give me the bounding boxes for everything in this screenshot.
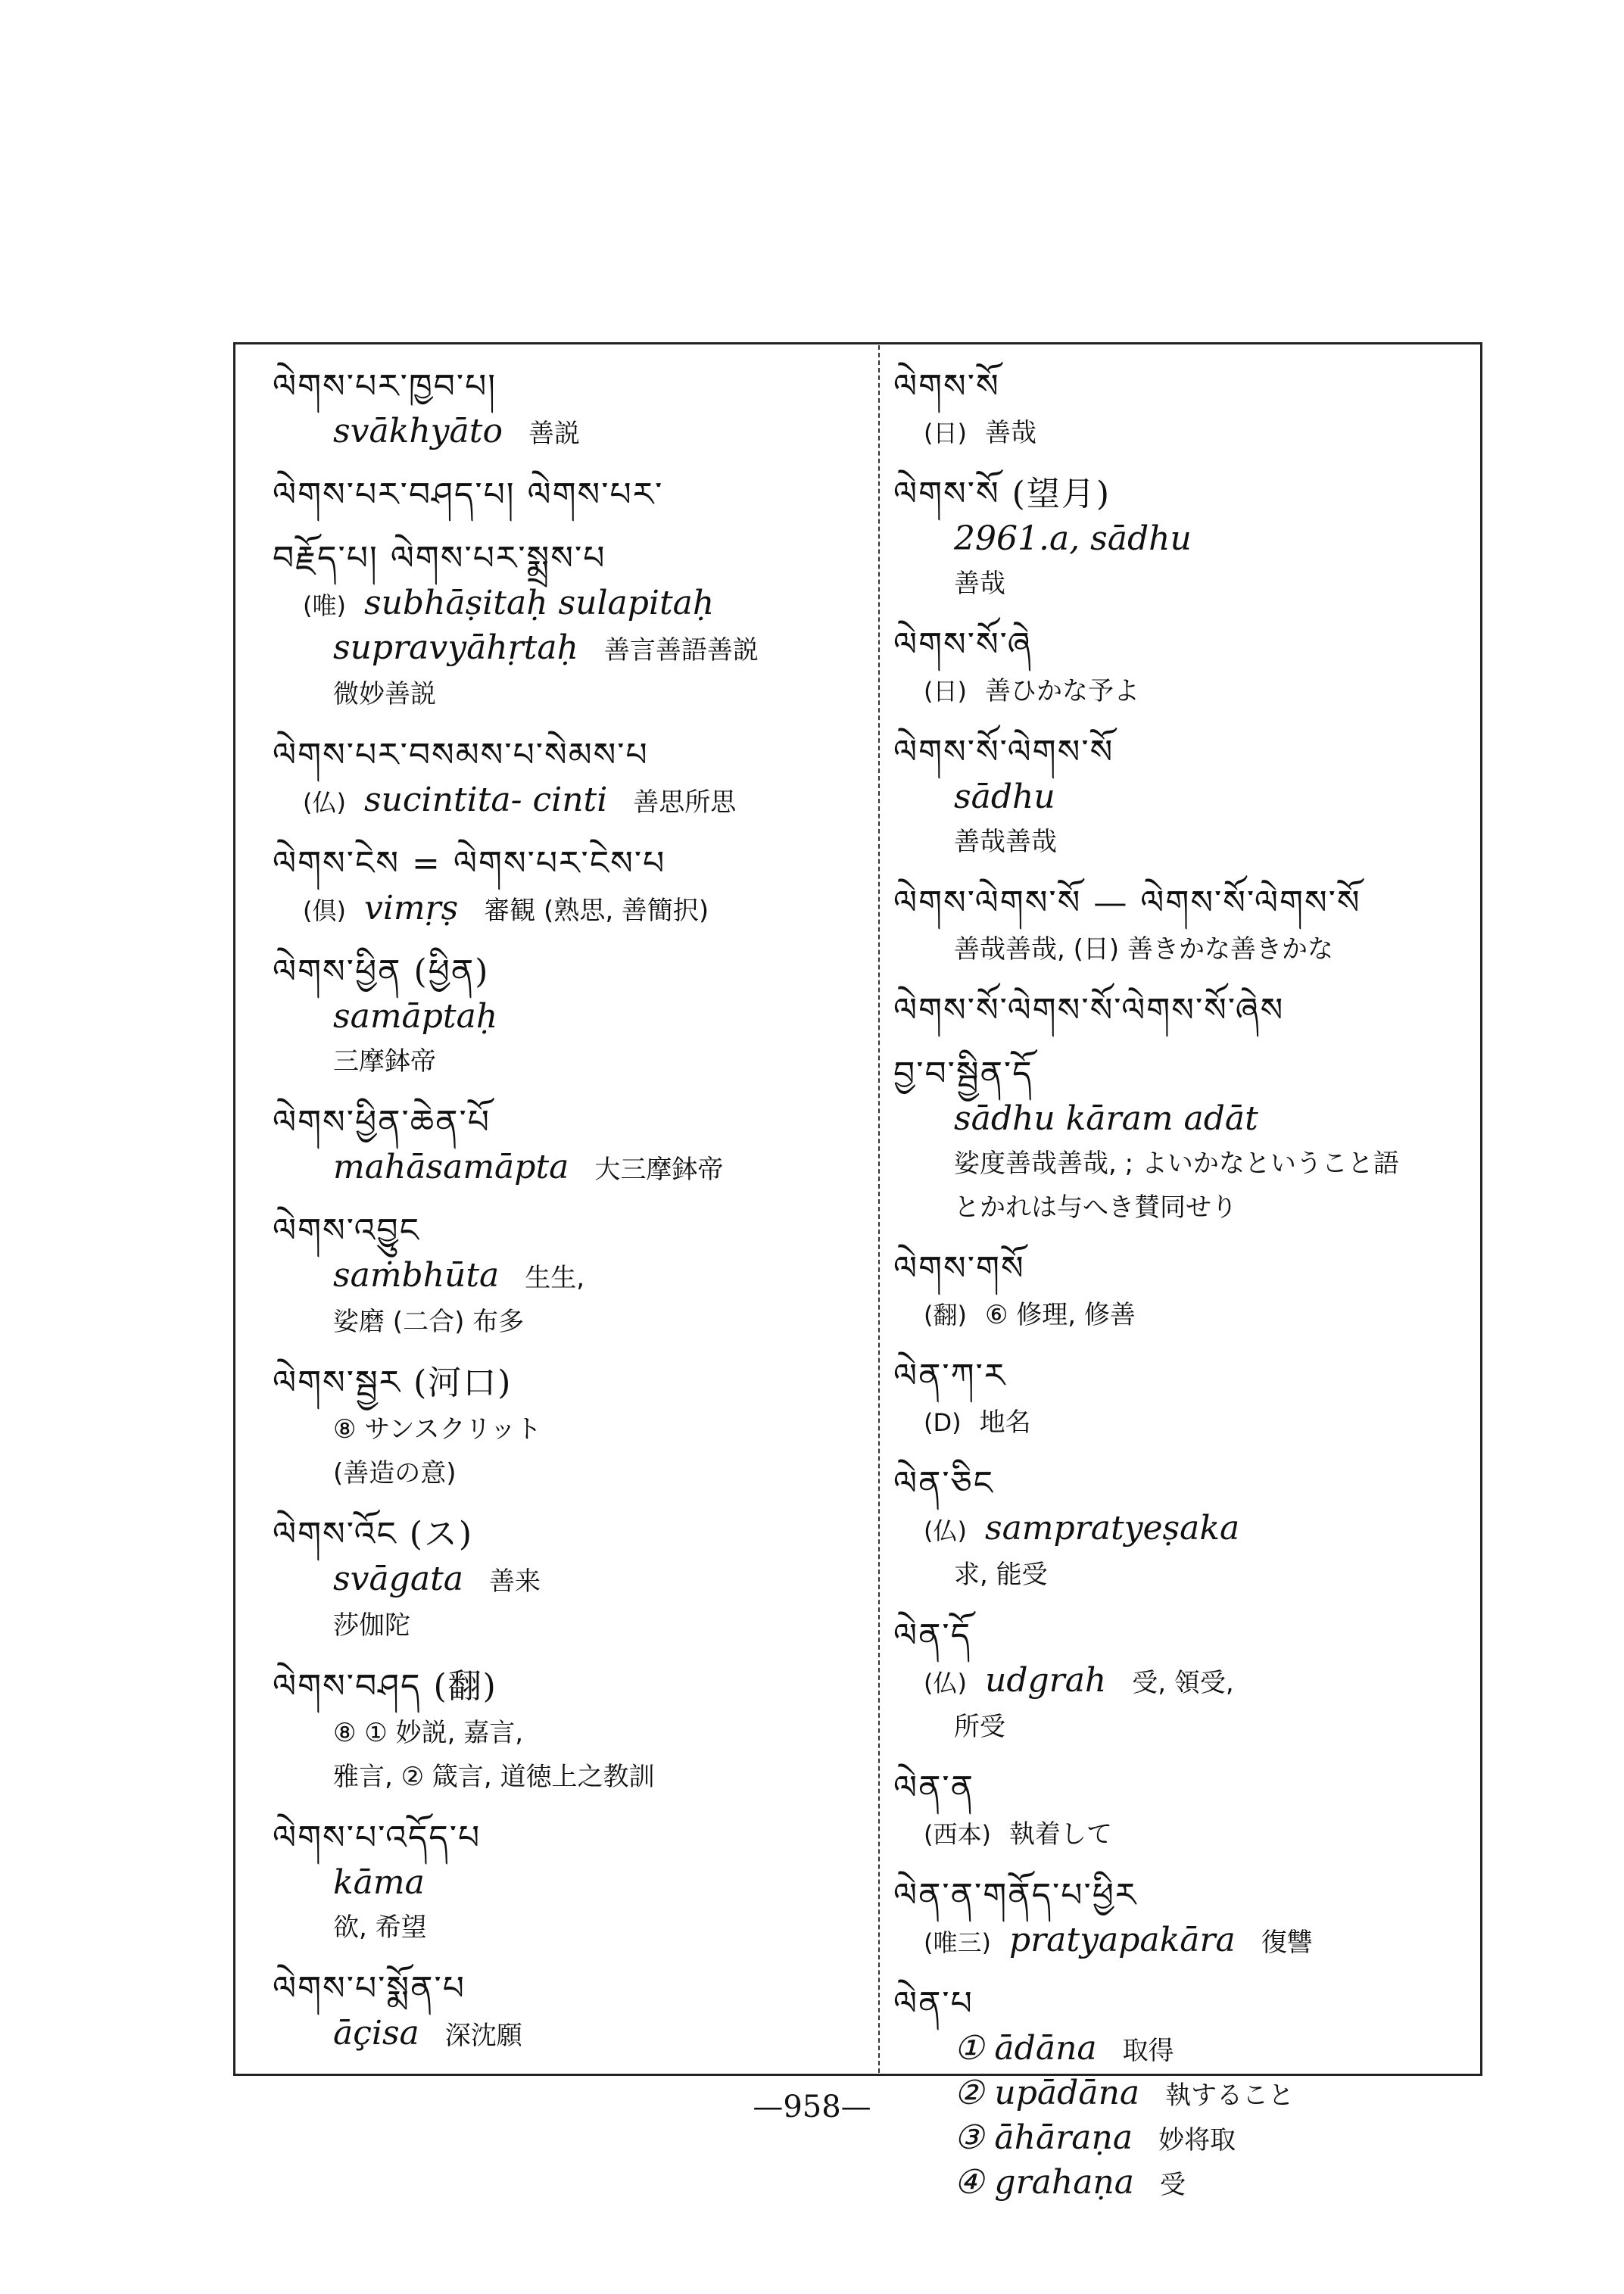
entry-line bbox=[273, 1146, 863, 1191]
dictionary-entry bbox=[273, 1099, 863, 1191]
entry-headword: ལེགས་འབྱུང bbox=[273, 1211, 420, 1250]
dictionary-entry bbox=[893, 880, 1469, 971]
japanese-gloss: 善ひかな予よ bbox=[984, 676, 1139, 706]
japanese-gloss: 娑磨 (二合) 布多 bbox=[333, 1307, 525, 1337]
sanskrit-term: svākhyāto bbox=[333, 412, 503, 450]
japanese-gloss: とかれは与へき賛同せり bbox=[954, 1192, 1237, 1223]
entry-line bbox=[273, 1710, 863, 1754]
dictionary-entry bbox=[273, 1663, 863, 1798]
entry-headword: ལེགས་གསོ bbox=[893, 1249, 1025, 1288]
entry-headword: ལེགས་པར་བསམས་པ་སེམས་པ bbox=[273, 736, 649, 775]
dictionary-entry bbox=[273, 840, 863, 932]
japanese-gloss: 地名 bbox=[979, 1407, 1031, 1438]
dictionary-entry bbox=[273, 535, 863, 715]
sanskrit-term: samāptaḥ bbox=[333, 997, 498, 1036]
dictionary-entry bbox=[893, 622, 1469, 712]
japanese-gloss: 善来 bbox=[488, 1566, 541, 1597]
entry-headword: བྱ་བ་སྦྱིན་དོ bbox=[893, 1055, 1033, 1093]
sanskrit-term: supravyāhṛtaḥ bbox=[333, 628, 578, 667]
entry-headword: ལེགས་པ་སྨོན་པ bbox=[273, 1969, 466, 2008]
japanese-gloss: 受, 領受, bbox=[1132, 1668, 1234, 1698]
entry-line bbox=[893, 561, 1469, 605]
source-tag: (D) bbox=[924, 1408, 962, 1437]
dictionary-entry bbox=[273, 1208, 863, 1343]
entry-headword: ལེགས་སོ (望月) bbox=[893, 475, 1111, 513]
japanese-gloss: 善説 bbox=[528, 419, 580, 449]
entry-line bbox=[893, 1292, 1469, 1336]
entry-line bbox=[273, 410, 863, 455]
sanskrit-term: ① ādāna bbox=[954, 2029, 1097, 2068]
japanese-gloss: ⑧ ① 妙説, 嘉言, bbox=[333, 1718, 523, 1748]
entry-headword: ལེགས་པར་བཤད་པ། ལེགས་པར་ bbox=[273, 475, 664, 514]
source-tag: (西本) bbox=[924, 1820, 991, 1849]
right-column bbox=[893, 363, 1469, 2223]
japanese-gloss: 深沈願 bbox=[444, 2021, 522, 2051]
dictionary-entry bbox=[893, 471, 1469, 605]
sanskrit-term: pratyapakāra bbox=[1008, 1921, 1236, 1959]
entry-headword: ལེགས་སོ bbox=[893, 367, 1000, 406]
sanskrit-term: sampratyeṣaka bbox=[984, 1509, 1240, 1548]
dictionary-entry bbox=[893, 1872, 1469, 1964]
entry-headword: ལེན་ཀ་ར bbox=[893, 1357, 1007, 1395]
entry-line bbox=[893, 1185, 1469, 1229]
dictionary-entry bbox=[893, 1765, 1469, 1856]
sanskrit-term: āçisa bbox=[333, 2014, 419, 2052]
source-tag: (唯三) bbox=[924, 1928, 991, 1957]
entry-line bbox=[893, 1704, 1469, 1748]
entry-line bbox=[893, 1507, 1469, 1552]
page-number: —958— bbox=[753, 2090, 871, 2124]
entry-line bbox=[273, 1558, 863, 1603]
entry-line bbox=[273, 582, 863, 627]
entry-line bbox=[273, 2012, 863, 2057]
entry-line bbox=[893, 927, 1469, 971]
entry-line bbox=[893, 518, 1469, 561]
dictionary-entry bbox=[893, 729, 1469, 863]
entry-line bbox=[893, 669, 1469, 712]
japanese-gloss: 善思所思 bbox=[633, 787, 737, 818]
entry-line bbox=[273, 1603, 863, 1647]
dictionary-entry bbox=[273, 1965, 863, 2057]
japanese-gloss: 大三摩鉢帝 bbox=[594, 1155, 724, 1185]
japanese-gloss: 取得 bbox=[1122, 2036, 1174, 2066]
entry-line bbox=[273, 779, 863, 824]
entry-line bbox=[893, 2162, 1469, 2206]
sanskrit-term: sādhu kāram adāt bbox=[954, 1099, 1258, 1138]
sanskrit-term: ② upādāna bbox=[954, 2074, 1140, 2112]
japanese-gloss: 生生, bbox=[525, 1263, 585, 1293]
entry-headword: ལེགས་སོ་ལེགས་སོ bbox=[893, 733, 1114, 771]
source-tag: (仏) bbox=[924, 1669, 967, 1697]
japanese-gloss: 善言善語善説 bbox=[603, 635, 759, 665]
dictionary-entry bbox=[893, 1051, 1469, 1229]
sanskrit-term: sādhu bbox=[954, 778, 1055, 816]
entry-headword: ལེགས་འོང (ス) bbox=[273, 1515, 474, 1554]
sanskrit-term: ④ grahaṇa bbox=[954, 2163, 1135, 2202]
entry-line bbox=[893, 1098, 1469, 1141]
entry-line bbox=[893, 1552, 1469, 1596]
japanese-gloss: 欲, 希望 bbox=[333, 1912, 427, 1943]
entry-line bbox=[273, 887, 863, 932]
dictionary-entry bbox=[893, 1245, 1469, 1336]
left-column bbox=[273, 363, 863, 2074]
source-tag: (仏) bbox=[924, 1516, 967, 1545]
japanese-gloss: 善哉善哉, (日) 善きかな善きかな bbox=[954, 934, 1333, 965]
entry-headword: ལེན་ན་གནོད་པ་ཕྱིར bbox=[893, 1876, 1138, 1915]
entry-headword: ལེགས་ཕྱིན (ཕྱིན) bbox=[273, 952, 490, 991]
japanese-gloss: ⑥ 修理, 修善 bbox=[984, 1300, 1136, 1330]
japanese-gloss: 莎伽陀 bbox=[333, 1610, 410, 1641]
japanese-gloss: 復讐 bbox=[1261, 1928, 1313, 1958]
entry-headword: ལེགས་སྦྱར (河口) bbox=[273, 1364, 513, 1402]
entry-headword: ལེགས་པ་འདོད་པ bbox=[273, 1819, 482, 1857]
source-tag: (日) bbox=[924, 419, 967, 447]
japanese-gloss: 善哉善哉 bbox=[954, 827, 1057, 857]
dictionary-entry bbox=[893, 363, 1469, 454]
japanese-gloss: 執着して bbox=[1008, 1819, 1112, 1850]
column-divider bbox=[878, 345, 880, 2073]
entry-headword: ལེན་པ bbox=[893, 1984, 974, 2023]
source-tag: (仏) bbox=[303, 788, 346, 817]
japanese-gloss: 審観 (熟思, 善簡択) bbox=[484, 896, 709, 926]
japanese-gloss: 求, 能受 bbox=[954, 1560, 1048, 1590]
entry-line bbox=[273, 1039, 863, 1083]
entry-line bbox=[893, 1141, 1469, 1185]
entry-line bbox=[273, 1407, 863, 1451]
entry-line bbox=[273, 1905, 863, 1949]
entry-line bbox=[273, 627, 863, 672]
entry-headword: ལེན་ན bbox=[893, 1769, 974, 1807]
entry-line bbox=[273, 1255, 863, 1299]
entry-line bbox=[273, 1862, 863, 1905]
japanese-gloss: 娑度善哉善哉, ; よいかなということ語 bbox=[954, 1149, 1399, 1179]
dictionary-entry bbox=[273, 949, 863, 1083]
sanskrit-term: udgrah bbox=[984, 1661, 1107, 1700]
japanese-gloss: 三摩鉢帝 bbox=[333, 1046, 436, 1077]
japanese-gloss: (善造の意) bbox=[333, 1458, 457, 1488]
japanese-gloss: ⑧ サンスクリット bbox=[333, 1414, 542, 1445]
entry-headword: ལེགས་ངེས = ལེགས་པར་ངེས་པ bbox=[273, 844, 666, 883]
sanskrit-term: saṁbhūta bbox=[333, 1256, 500, 1295]
sanskrit-term: mahāsamāpta bbox=[333, 1148, 569, 1186]
sanskrit-term: ③ āhāraṇa bbox=[954, 2118, 1133, 2157]
japanese-gloss: 善哉 bbox=[984, 418, 1036, 448]
entry-headword: ལེགས་སོ་ལེགས་སོ་ལེགས་སོ་ཞེས bbox=[893, 991, 1285, 1030]
source-tag: (倶) bbox=[303, 896, 346, 925]
sanskrit-term: 2961.a, sādhu bbox=[954, 519, 1192, 558]
sanskrit-term: svāgata bbox=[333, 1560, 463, 1598]
dictionary-entry bbox=[893, 1353, 1469, 1444]
dictionary-entry bbox=[273, 363, 863, 455]
dictionary-entry bbox=[273, 1360, 863, 1495]
entry-line bbox=[893, 2028, 1469, 2072]
source-tag: (日) bbox=[924, 677, 967, 706]
dictionary-entry bbox=[893, 1613, 1469, 1748]
source-tag: (翻) bbox=[924, 1301, 967, 1329]
entry-headword: ལེན་དོ bbox=[893, 1616, 972, 1655]
entry-line bbox=[273, 1754, 863, 1798]
entry-headword: ལེགས་སོ་ཞེ bbox=[893, 625, 1033, 664]
japanese-gloss: 微妙善説 bbox=[333, 679, 436, 709]
sanskrit-term: kāma bbox=[333, 1863, 425, 1902]
entry-line bbox=[893, 1400, 1469, 1444]
dictionary-entry bbox=[273, 732, 863, 824]
japanese-gloss: 執すること bbox=[1165, 2080, 1295, 2111]
source-tag: (唯) bbox=[303, 591, 346, 620]
entry-headword: བརྗོད་པ། ལེགས་པར་སྨྲས་པ bbox=[273, 539, 606, 578]
entry-headword: ལེགས་པར་ཁྱབ་པ། bbox=[273, 367, 497, 406]
japanese-gloss: 雅言, ② 箴言, 道徳上之教訓 bbox=[333, 1762, 655, 1792]
japanese-gloss: 善哉 bbox=[954, 569, 1005, 599]
dictionary-entry bbox=[893, 1460, 1469, 1596]
entry-line bbox=[893, 819, 1469, 863]
entry-headword: ལེགས་བཤད (翻) bbox=[273, 1667, 497, 1706]
entry-headword: ལེགས་ལེགས་སོ — ལེགས་སོ་ལེགས་སོ bbox=[893, 884, 1361, 922]
japanese-gloss: 受 bbox=[1160, 2170, 1186, 2200]
entry-line bbox=[273, 672, 863, 715]
entry-line bbox=[273, 1299, 863, 1343]
entry-headword: ལེགས་ཕྱིན་ཆེན་པོ bbox=[273, 1103, 491, 1142]
sanskrit-term: sucintita- cinti bbox=[363, 781, 608, 819]
dictionary-entry bbox=[273, 1815, 863, 1949]
japanese-gloss: 妙将取 bbox=[1158, 2125, 1236, 2155]
entry-line bbox=[893, 1660, 1469, 1704]
dictionary-entry bbox=[273, 1511, 863, 1647]
entry-line bbox=[893, 410, 1469, 454]
entry-line bbox=[893, 1812, 1469, 1856]
japanese-gloss: 所受 bbox=[954, 1712, 1005, 1742]
sanskrit-term: subhāṣitaḥ sulapitaḥ bbox=[363, 584, 715, 622]
dictionary-entry bbox=[893, 987, 1469, 1034]
entry-line bbox=[273, 1451, 863, 1495]
entry-line bbox=[273, 996, 863, 1039]
dictionary-entry bbox=[273, 472, 863, 519]
entry-headword: ལེན་ཅིང bbox=[893, 1464, 995, 1503]
sanskrit-term: vimṛṣ bbox=[363, 889, 459, 927]
entry-line bbox=[893, 1919, 1469, 1964]
entry-line bbox=[893, 776, 1469, 819]
